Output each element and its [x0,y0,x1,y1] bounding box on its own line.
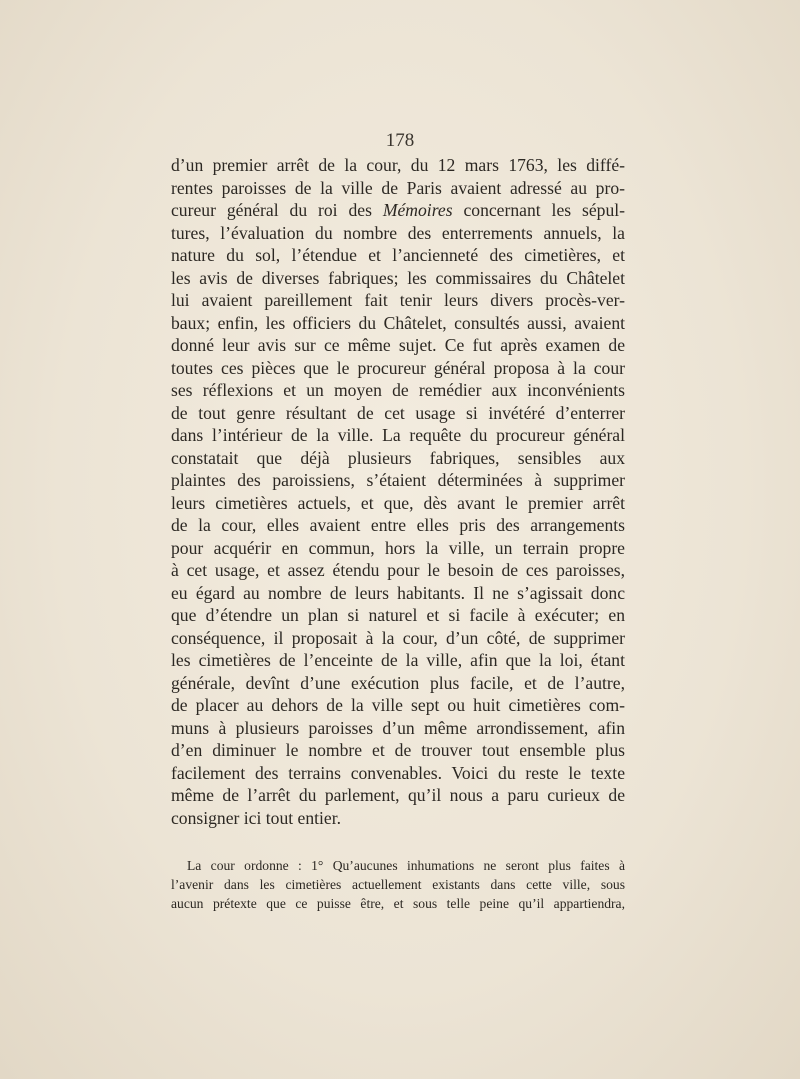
text-line: générale, devînt d’une exécution plus facile, et de l’autre, [171,672,625,693]
note-line: La cour ordonne : 1° Qu’aucunes inhumations ne seront plus faites à [187,858,625,873]
text-line: dans l’intérieur de la ville. La requête du procureur général [171,425,625,445]
note-line: aucun prétexte que ce puisse être, et sous telle peine qu’il appartiendra, [171,896,625,911]
text-line: toutes ces pièces que le procureur général proposa à la cour [171,357,625,378]
text-line: cureur général du roi des Mémoires concernant les sépul- [171,200,625,220]
text-line: même de l’arrêt du parlement, qu’il nous a paru curieux de [171,785,625,805]
text-line: facilement des terrains convenables. Voici du reste le texte [171,762,625,783]
text-line: nature du sol, l’étendue et l’ancienneté des cimetières, et [171,245,625,265]
text-line: lui avaient pareillement fait tenir leurs divers procès-ver- [171,290,625,310]
text-line: conséquence, il proposait à la cour, d’un côté, de supprimer [171,627,625,648]
text-line: de placer au dehors de la ville sept ou huit cimetières com- [171,695,625,715]
text-line: d’un premier arrêt de la cour, du 12 mars 1763, les diffé- [171,155,625,175]
text-line: tures, l’évaluation du nombre des enterrements annuels, la [171,222,625,243]
text-line: d’en diminuer le nombre et de trouver tout ensemble plus [171,740,625,760]
text-line: ses réflexions et un moyen de remédier aux inconvénients [171,380,625,400]
text-line: muns à plusieurs paroisses d’un même arrondissement, afin [171,717,625,738]
text-line: à cet usage, et assez étendu pour le besoin de ces paroisses, [171,560,625,580]
text-line: de la cour, elles avaient entre elles pris des arrangements [171,515,625,535]
note-line: l’avenir dans les cimetières actuellement existants dans cette ville, sous [171,877,625,892]
body-text [171,154,625,829]
page-number: 178 [385,130,415,151]
text-line: de tout genre résultant de cet usage si invétéré d’enterrer [171,402,625,423]
text-line: plaintes des paroissiens, s’étaient déterminées à supprimer [171,470,625,490]
text-line: eu égard au nombre de leurs habitants. Il ne s’agissait donc [171,582,625,603]
text-line: que d’étendre un plan si naturel et si facile à exécuter; en [171,605,625,625]
text-line: pour acquérir en commun, hors la ville, un terrain propre [171,537,625,558]
text-line: constatait que déjà plusieurs fabriques, sensibles aux [171,447,625,468]
text-line: les cimetières de l’enceinte de la ville, afin que la loi, étant [171,650,625,670]
text-line: consigner ici tout entier. [171,807,342,828]
text-line: rentes paroisses de la ville de Paris avaient adressé au pro- [171,177,625,198]
text-line: donné leur avis sur ce même sujet. Ce fut après examen de [171,335,625,355]
text-line: baux; enfin, les officiers du Châtelet, consultés aussi, avaient [171,312,625,333]
text-line: leurs cimetières actuels, et que, dès avant le premier arrêt [171,492,625,513]
text-line: les avis de diverses fabriques; les commissaires du Châtelet [171,267,625,288]
decree-text [171,856,625,913]
